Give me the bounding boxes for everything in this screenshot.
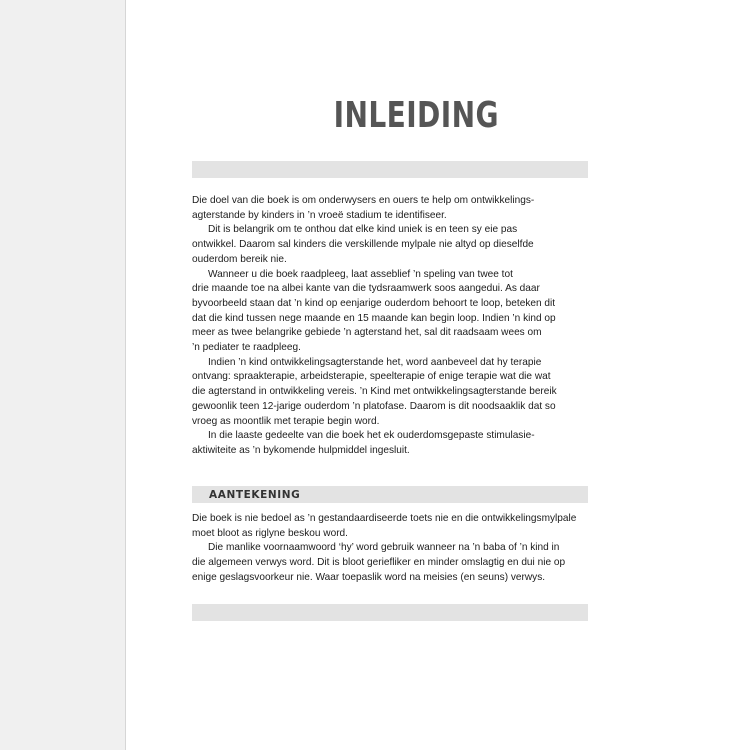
text-line: enige geslagsvoorkeur nie. Waar toepaslik word na meisies (en seuns) verwys.: [192, 571, 546, 583]
text-line: die algemeen verwys word. Dit is bloot geriefliker en minder omslagtig en dui nie op: [192, 557, 566, 569]
text-line: byvoorbeeld staan dat ’n kind op eenjarige ouderdom behoort te loop, beteken dit: [192, 297, 556, 309]
text-line: die agterstand in ontwikkeling vereis. ’n Kind met ontwikkelingsagterstande bereik: [192, 386, 557, 398]
text-line: ontwikkel. Daarom sal kinders die verskillende mylpale nie altyd op dieselfde: [192, 239, 534, 251]
text-line: ouderdom bereik nie.: [192, 253, 287, 265]
text-line: moet bloot as riglyne beskou word.: [192, 527, 348, 539]
text-line: Die manlike voornaamwoord ‘hy’ word gebruik wanneer na ’n baba of ’n kind in: [208, 542, 560, 554]
note-text: [192, 512, 592, 586]
text-line: drie maande toe na albei kante van die tydsraamwerk soos aangedui. As daar: [192, 283, 540, 295]
text-line: Die doel van die boek is om onderwysers en ouers te help om ontwikkelings-: [192, 195, 535, 206]
intro-paragraph-4: [192, 356, 592, 430]
note-heading: AANTEKENING: [209, 489, 301, 501]
text-line: meer as twee belangrike gebiede ’n agterstand het, sal dit raadsaam wees om: [192, 327, 542, 339]
text-line: dat die kind tussen nege maande en 15 maande kan begin loop. Indien ’n kind op: [192, 312, 556, 324]
book-page: [125, 0, 750, 750]
note-paragraph-2: [192, 541, 592, 585]
text-line: Indien ’n kind ontwikkelingsagterstande het, word aanbeveel dat hy terapie: [208, 356, 542, 368]
page-title: INLEIDING: [333, 95, 499, 136]
text-line: Dit is belangrik om te onthou dat elke kind uniek is en teen sy eie pas: [208, 224, 518, 236]
note-paragraph-1: [192, 512, 592, 541]
title-divider-bar: [192, 161, 588, 178]
bottom-divider-bar: [192, 604, 588, 621]
intro-text: [192, 194, 592, 459]
text-line: In die laaste gedeelte van die boek het ek ouderdomsgepaste stimulasie-: [208, 430, 535, 442]
text-line: Die boek is nie bedoel as ’n gestandaardiseerde toets nie en die ontwikkelingsmylpale: [192, 513, 577, 524]
intro-paragraph-1: [192, 194, 592, 223]
text-line: ontvang: spraakterapie, arbeidsterapie, speelterapie of enige terapie wat die wat: [192, 371, 551, 383]
text-line: Wanneer u die boek raadpleeg, laat asseblief ’n speling van twee tot: [208, 268, 513, 280]
intro-paragraph-5: [192, 429, 592, 458]
text-line: vroeg as moontlik met terapie begin word.: [192, 415, 380, 427]
text-line: ’n pediater te raadpleeg.: [192, 342, 301, 354]
intro-paragraph-3: [192, 268, 592, 356]
text-line: aktiwiteite as ’n bykomende hulpmiddel ingesluit.: [192, 444, 410, 456]
intro-paragraph-2: [192, 223, 592, 267]
text-line: agterstande by kinders in ’n vroeë stadium te identifiseer.: [192, 209, 447, 221]
text-line: gewoonlik teen 12-jarige ouderdom ’n platofase. Daarom is dit noodsaaklik dat so: [192, 400, 556, 412]
